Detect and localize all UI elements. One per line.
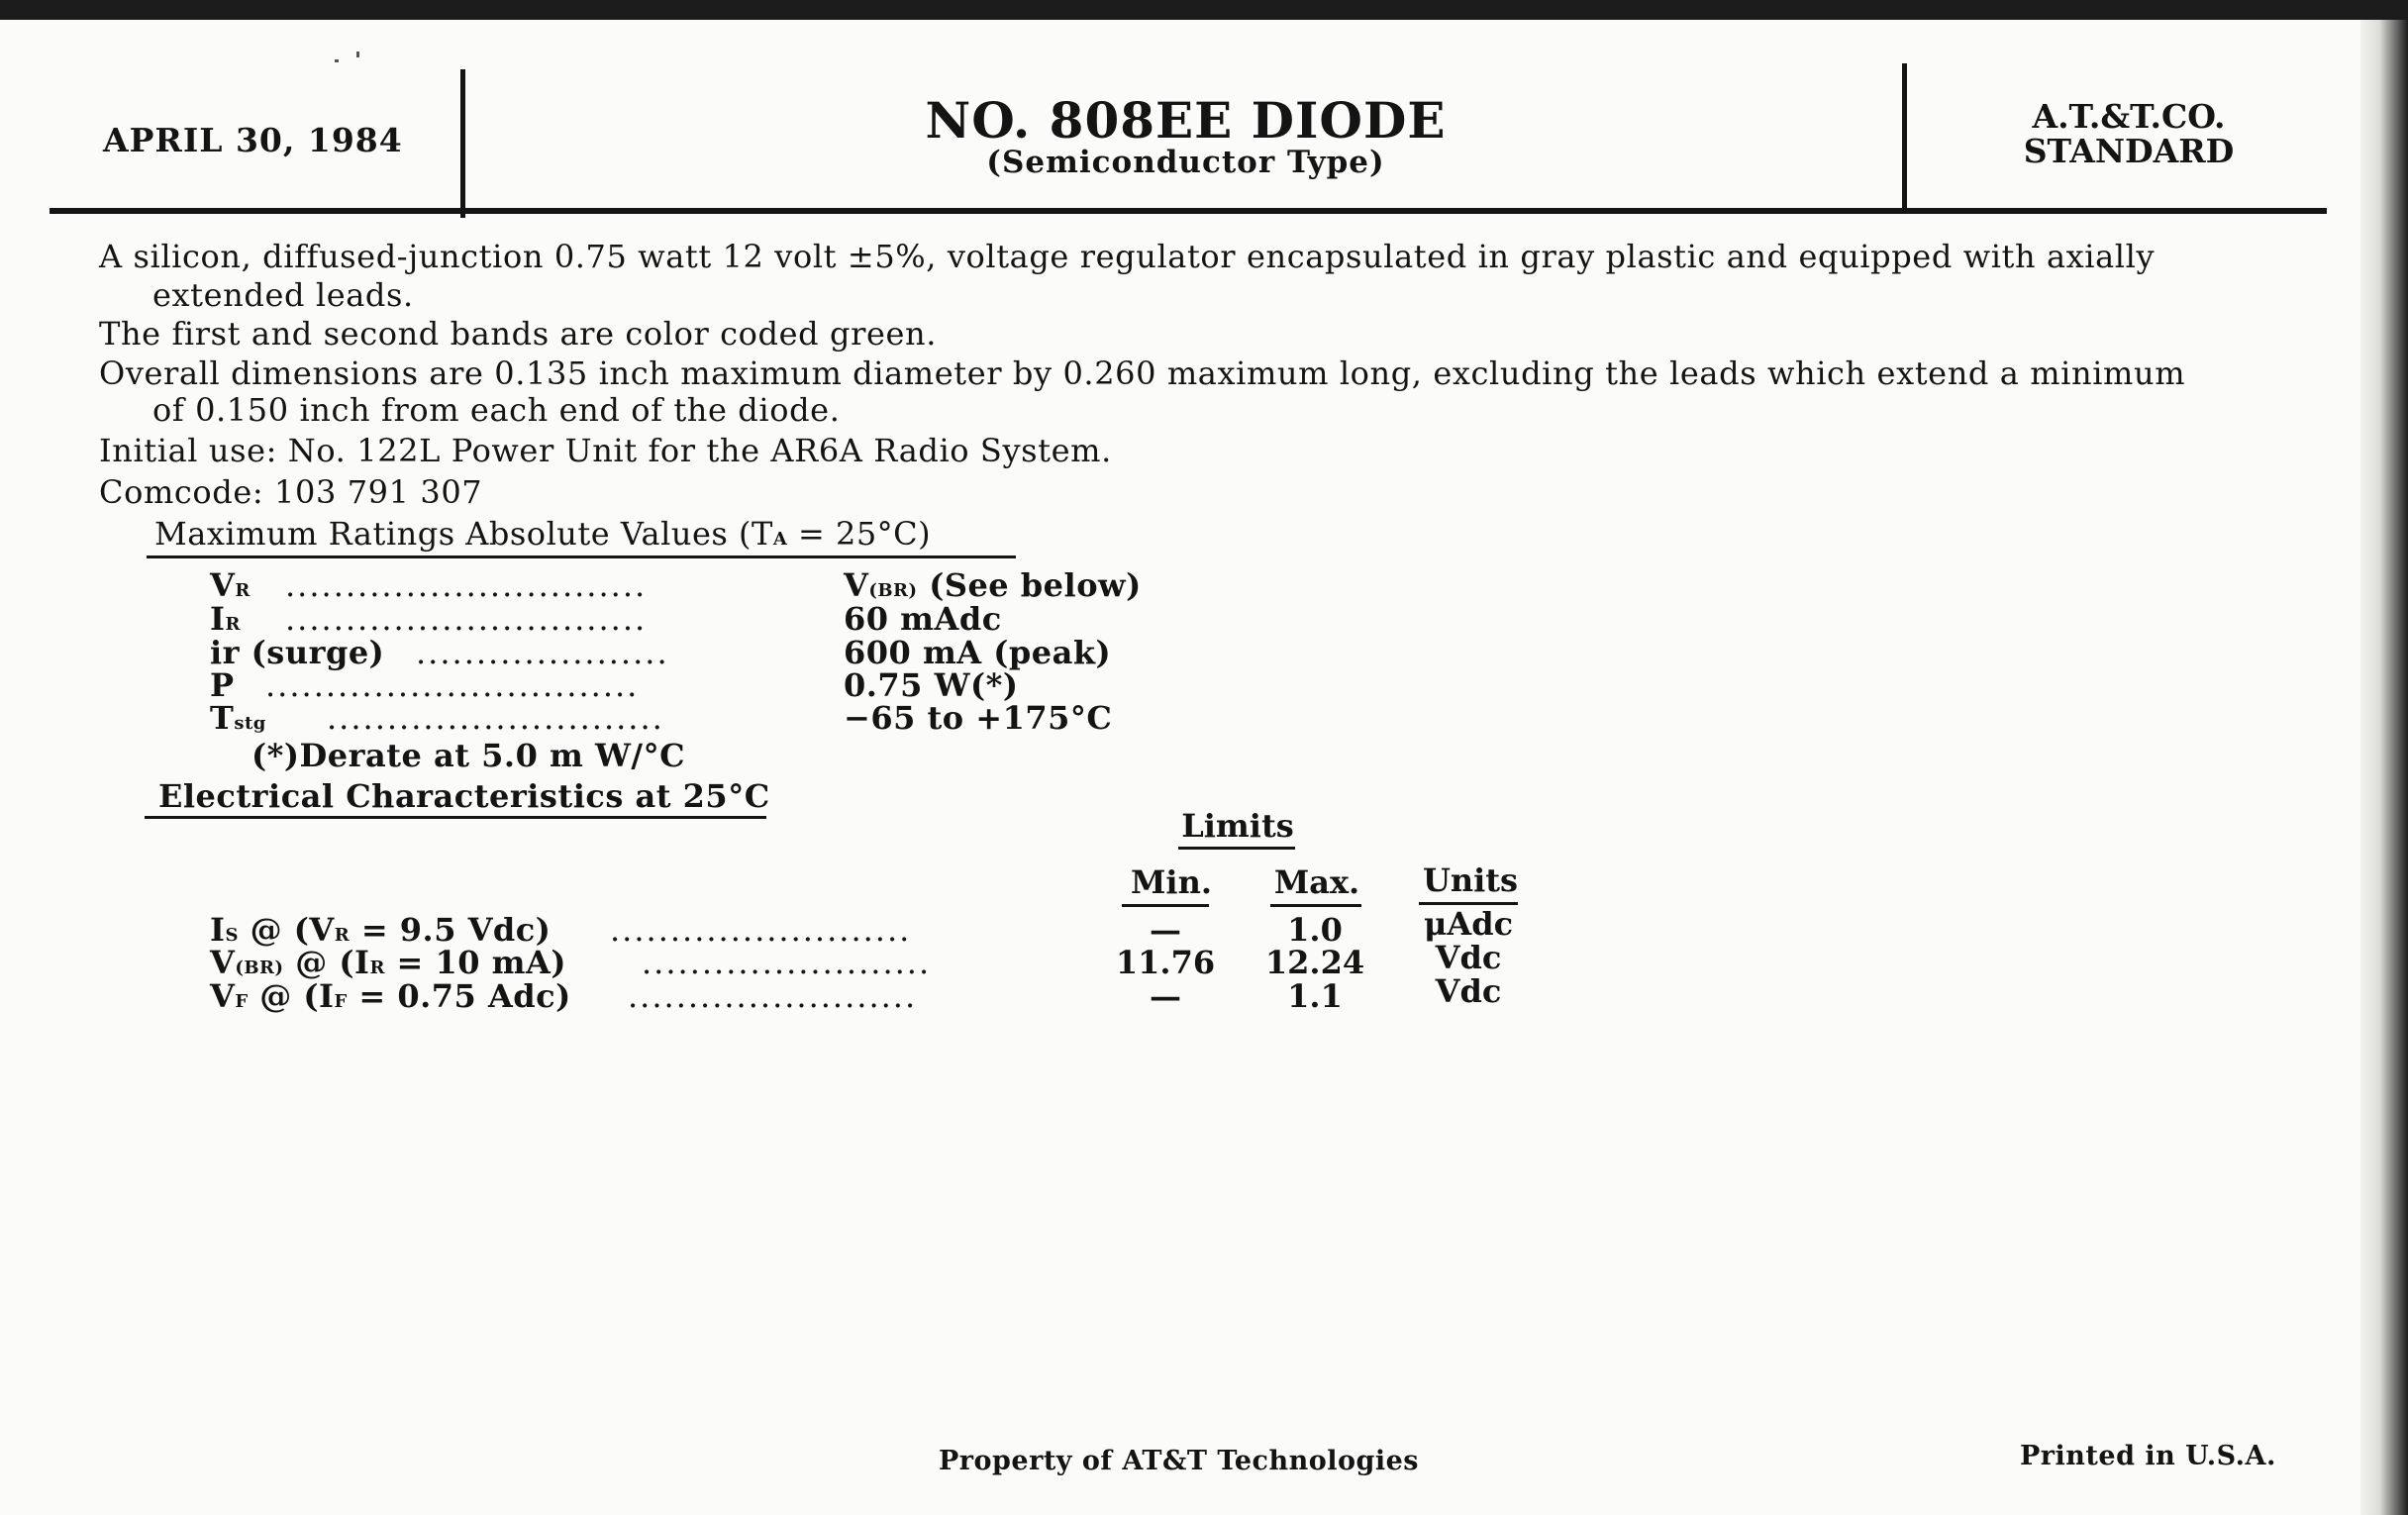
description-p1-cont: extended leads. xyxy=(152,276,414,314)
col-min-underline xyxy=(1122,904,1209,907)
rating-symbol: VR xyxy=(210,566,251,604)
rating-value: 60 mAdc xyxy=(844,600,1002,638)
rating-value: V(BR) (See below) xyxy=(844,566,1142,604)
value-min: — xyxy=(1150,977,1181,1015)
max-ratings-underline xyxy=(147,556,1016,558)
col-max: Max. xyxy=(1273,863,1360,901)
standard-line-2: STANDARD xyxy=(2023,132,2235,170)
comcode: Comcode: 103 791 307 xyxy=(99,473,483,511)
rating-symbol: P xyxy=(210,666,235,704)
col-max-underline xyxy=(1270,904,1361,907)
param-label: V(BR) @ (IR = 10 mA) xyxy=(210,944,566,981)
document-subtitle: (Semiconductor Type) xyxy=(986,145,1385,180)
leader-dots: ........................ xyxy=(642,944,932,981)
derate-footnote: (*)Derate at 5.0 m W/°C xyxy=(251,737,686,774)
footer-property: Property of AT&T Technologies xyxy=(939,1446,1419,1476)
stray-mark xyxy=(335,59,339,62)
leader-dots: ........................ xyxy=(628,977,918,1015)
document-date: APRIL 30, 1984 xyxy=(103,121,403,159)
rating-symbol: Tstg xyxy=(210,699,266,737)
electrical-heading: Electrical Characteristics at 25°C xyxy=(158,777,770,815)
card-edge-shadow xyxy=(2360,20,2408,1515)
value-max: 12.24 xyxy=(1264,944,1365,981)
col-units: Units xyxy=(1422,861,1519,899)
leader-dots: ............................ xyxy=(327,699,664,737)
initial-use: Initial use: No. 122L Power Unit for the AR6A Radio System. xyxy=(99,432,1112,469)
limits-underline xyxy=(1178,847,1295,850)
standard-line-1: A.T.&T.CO. xyxy=(2032,97,2226,136)
description-p1: A silicon, diffused-junction 0.75 watt 12 volt ±5%, voltage regulator encapsulated in gray plastic and equipped with axially xyxy=(99,238,2156,275)
leader-dots: ..................... xyxy=(416,634,669,671)
electrical-underline xyxy=(145,816,766,819)
description-p3-cont: of 0.150 inch from each end of the diode. xyxy=(152,391,841,429)
value-max: 1.0 xyxy=(1287,911,1343,949)
stray-mark xyxy=(356,51,359,57)
limits-label: Limits xyxy=(1181,807,1294,845)
description-p2: The first and second bands are color coded green. xyxy=(99,315,938,353)
param-label: VF @ (IF = 0.75 Adc) xyxy=(210,977,571,1015)
leader-dots: ......................... xyxy=(610,911,912,949)
param-label: IS @ (VR = 9.5 Vdc) xyxy=(210,911,552,949)
value-min: 11.76 xyxy=(1115,944,1216,981)
rating-value: 0.75 W(*) xyxy=(844,666,1019,704)
header-divider-right xyxy=(1902,63,1907,212)
value-units: μAdc xyxy=(1423,905,1514,943)
value-max: 1.1 xyxy=(1287,977,1343,1015)
leader-dots: .............................. xyxy=(285,566,648,604)
max-ratings-heading: Maximum Ratings Absolute Values (TA = 25°C) xyxy=(154,515,932,553)
value-min: — xyxy=(1150,911,1181,949)
document-title: NO. 808EE DIODE xyxy=(925,91,1447,150)
footer-printed: Printed in U.S.A. xyxy=(2020,1441,2276,1471)
rating-symbol: IR xyxy=(210,600,241,638)
leader-dots: ............................... xyxy=(265,666,640,704)
value-units: Vdc xyxy=(1435,939,1502,976)
rating-value: 600 mA (peak) xyxy=(844,634,1112,671)
col-min: Min. xyxy=(1131,863,1212,901)
leader-dots: .............................. xyxy=(285,600,648,638)
rating-value: −65 to +175°C xyxy=(844,699,1113,737)
value-units: Vdc xyxy=(1435,972,1502,1010)
description-p3: Overall dimensions are 0.135 inch maximum diameter by 0.260 maximum long, excluding the leads which extend a minimum xyxy=(99,354,2186,392)
rating-symbol: ir (surge) xyxy=(210,634,385,671)
header-rule xyxy=(50,208,2327,214)
